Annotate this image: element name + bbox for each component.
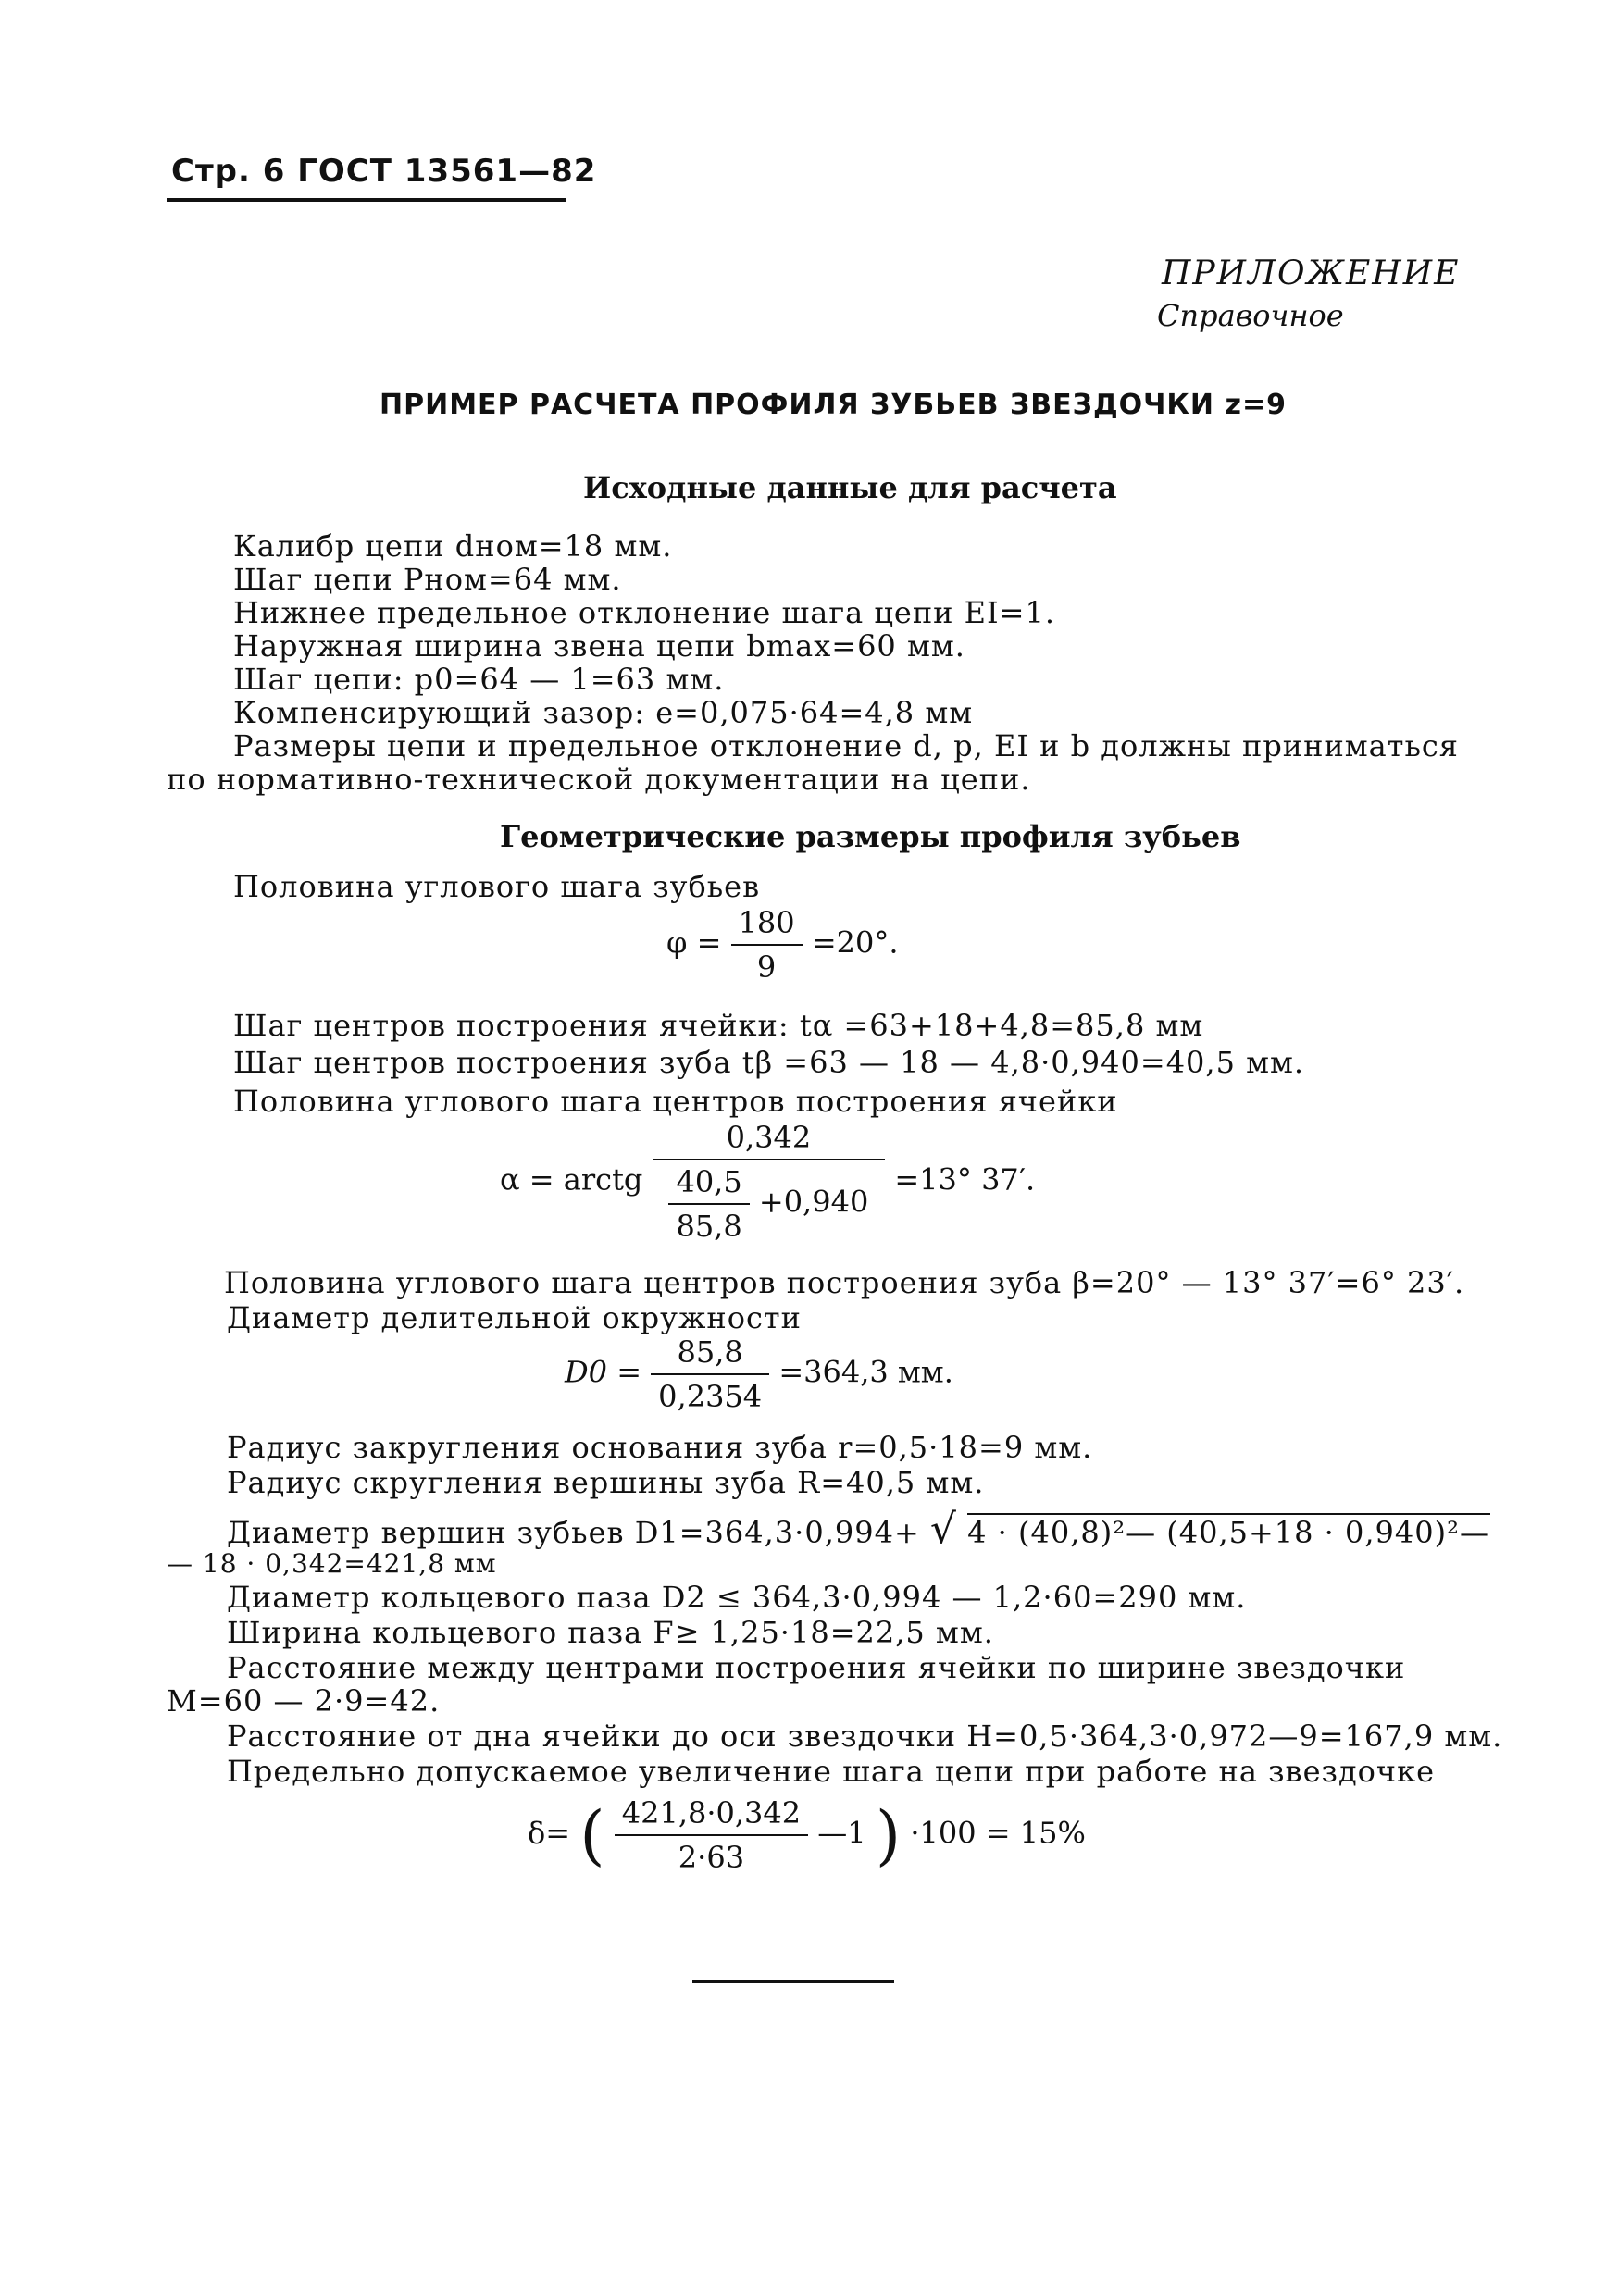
- list-item: Компенсирующий зазор: e=0,075·64=4,8 мм: [233, 695, 974, 730]
- end-rule: [692, 1980, 894, 1983]
- header-rule: [167, 198, 566, 202]
- numerator: 0,342: [653, 1120, 886, 1160]
- m-line-2: M=60 — 2·9=42.: [167, 1683, 441, 1719]
- d1-line: [227, 1506, 1490, 1553]
- h-line: Расстояние от дна ячейки до оси звездочки H=0,5·364,3·0,972—9=167,9 мм.: [227, 1719, 1503, 1754]
- list-item: Шаг цепи Pном=64 мм.: [233, 562, 622, 597]
- appendix-label: ПРИЛОЖЕНИЕ: [1162, 254, 1461, 292]
- fraction: [651, 1334, 769, 1414]
- t-beta-line: Шаг центров построения зуба tβ =63 — 18 — 4,8·0,940=40,5 мм.: [233, 1045, 1305, 1080]
- d1-text: Диаметр вершин зубьев D1=364,3·0,994+: [227, 1515, 920, 1550]
- d1-radicand: 4 · (40,8)²— (40,5+18 · 0,940)²—: [967, 1515, 1490, 1550]
- list-item: по нормативно-технической документации на цепи.: [167, 762, 1031, 797]
- formula-d0: [565, 1334, 953, 1414]
- fraction: [615, 1795, 808, 1875]
- d0-label: Диаметр делительной окружности: [227, 1300, 802, 1335]
- numerator: 85,8: [651, 1334, 769, 1375]
- denominator: [653, 1160, 886, 1244]
- formula-delta: [528, 1795, 1086, 1875]
- denominator: 0,2354: [658, 1379, 763, 1414]
- r-line: Радиус закругления основания зуба r=0,5·18=9 мм.: [227, 1430, 1093, 1465]
- list-item: Наружная ширина звена цепи bmax=60 мм.: [233, 628, 965, 664]
- denominator: 85,8: [676, 1209, 742, 1244]
- formula-rhs: =13° 37′.: [894, 1161, 1036, 1198]
- formula-lhs: δ=: [528, 1815, 571, 1851]
- list-item: Нижнее предельное отклонение шага цепи EI=1.: [233, 595, 1056, 630]
- formula-rhs: =20°.: [811, 925, 899, 961]
- formula-phi: [666, 905, 899, 985]
- formula-lhs: α = arctg: [500, 1161, 643, 1198]
- d1-continuation: — 18 · 0,342=421,8 мм: [167, 1548, 497, 1579]
- half-angle-label: Половина углового шага зубьев: [233, 869, 761, 904]
- numerator: 421,8·0,342: [615, 1795, 808, 1836]
- formula-inner: —1: [817, 1815, 866, 1851]
- list-item: Размеры цепи и предельное отклонение d, p, EI и b должны приниматься: [233, 728, 1459, 763]
- formula-rhs: ·100 = 15%: [910, 1815, 1086, 1851]
- inner-fraction: [668, 1164, 749, 1244]
- f-line: Ширина кольцевого паза F≥ 1,25·18=22,5 мм.: [227, 1615, 994, 1650]
- appendix-note: Справочное: [1157, 298, 1344, 333]
- formula-rhs: =364,3 мм.: [778, 1354, 953, 1390]
- page-title: ПРИМЕР РАСЧЕТА ПРОФИЛЯ ЗУБЬЕВ ЗВЕЗДОЧКИ z=9: [380, 389, 1287, 421]
- denominator: 2·63: [678, 1840, 745, 1875]
- delta-label: Предельно допускаемое увеличение шага цепи при работе на звездочке: [227, 1754, 1436, 1789]
- list-item: Шаг цепи: p0=64 — 1=63 мм.: [233, 662, 725, 697]
- t-alpha-line: Шаг центров построения ячейки: tα =63+18+4,8=85,8 мм: [233, 1008, 1204, 1043]
- d2-line: Диаметр кольцевого паза D2 ≤ 364,3·0,994 — 1,2·60=290 мм.: [227, 1580, 1247, 1615]
- numerator: 180: [731, 905, 803, 946]
- m-line-1: Расстояние между центрами построения ячейки по ширине звездочки: [227, 1650, 1406, 1685]
- denominator: 9: [756, 949, 777, 985]
- section-heading-geometry: Геометрические размеры профиля зубьев: [500, 819, 1241, 854]
- page-header: Стр. 6 ГОСТ 13561—82: [171, 153, 597, 190]
- right-paren-icon: ): [875, 1797, 902, 1873]
- addend: +0,940: [758, 1184, 869, 1220]
- fraction: [653, 1120, 886, 1244]
- fraction: [731, 905, 803, 985]
- list-item: Калибр цепи dном=18 мм.: [233, 528, 673, 564]
- formula-lhs: φ =: [666, 925, 722, 961]
- numerator: 40,5: [668, 1164, 749, 1205]
- alpha-label: Половина углового шага центров построения ячейки: [233, 1084, 1118, 1119]
- left-paren-icon: (: [579, 1797, 605, 1873]
- sqrt-icon: √: [929, 1506, 957, 1553]
- formula-lhs: D0 =: [565, 1354, 641, 1390]
- beta-line: Половина углового шага центров построения зуба β=20° — 13° 37′=6° 23′.: [224, 1265, 1465, 1300]
- section-heading-initial-data: Исходные данные для расчета: [583, 470, 1117, 505]
- formula-alpha: [500, 1120, 1035, 1244]
- R-line: Радиус скругления вершины зуба R=40,5 мм.: [227, 1465, 985, 1500]
